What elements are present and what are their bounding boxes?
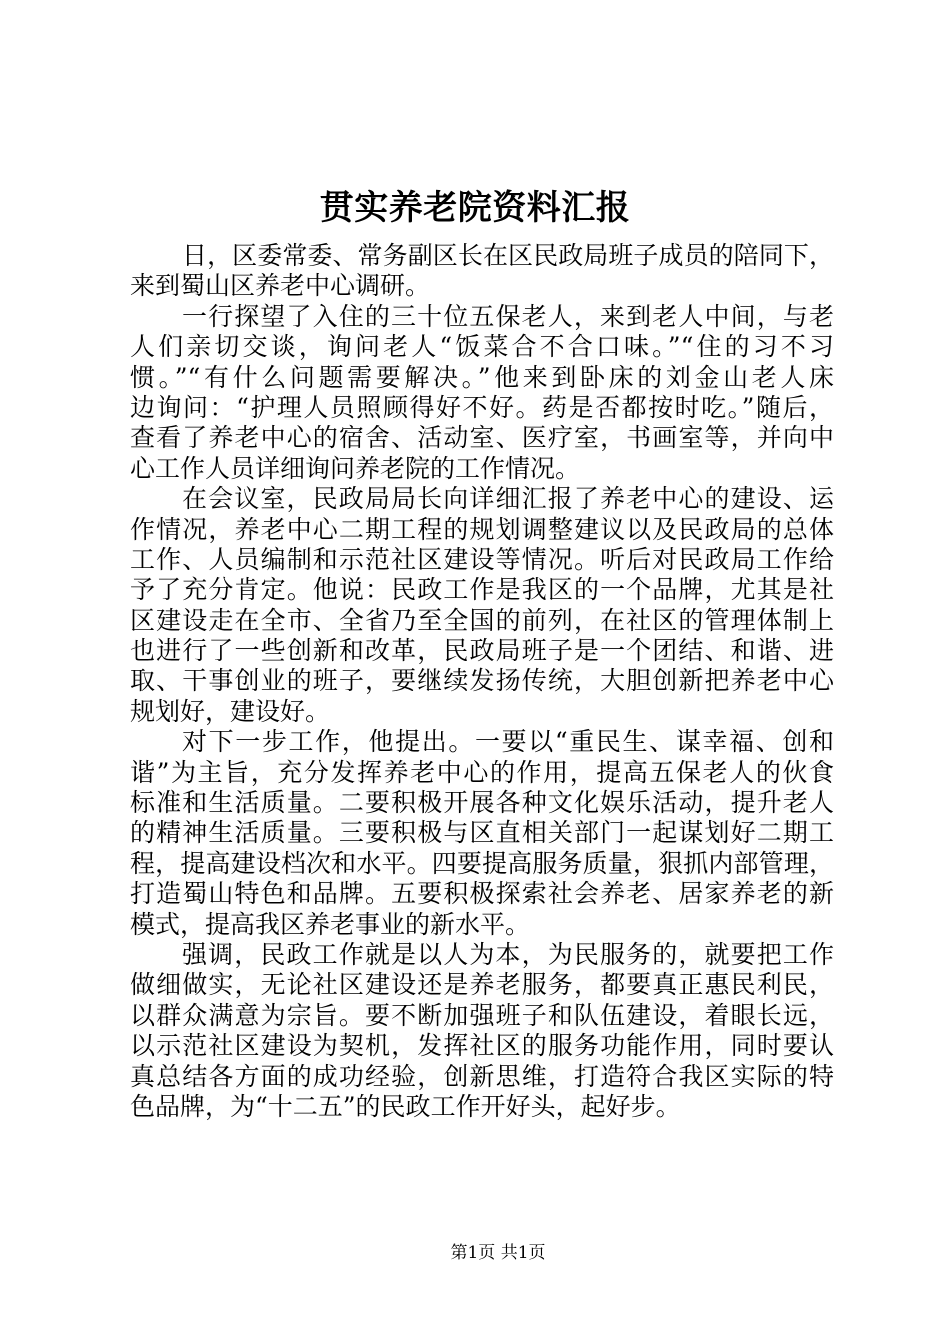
text-line: 人们亲切交谈，询问老人“饭菜合不合口味。”“住的习不习 [130, 332, 834, 362]
text-line: 查看了养老中心的宿舍、活动室、医疗室，书画室等，并向中 [130, 423, 834, 453]
text-line: 工作、人员编制和示范社区建设等情况。听后对民政局工作给 [130, 544, 834, 574]
text-line: 来到蜀山区养老中心调研。 [130, 271, 431, 301]
text-line: 模式，提高我区养老事业的新水平。 [130, 909, 531, 939]
text-line: 以群众满意为宗旨。要不断加强班子和队伍建设，着眼长远， [130, 1000, 834, 1030]
text-line: 也进行了一些创新和改革，民政局班子是一个团结、和谐、进 [130, 636, 834, 666]
text-line: 做细做实，无论社区建设还是养老服务，都要真正惠民利民， [130, 970, 834, 1000]
paragraph-5 [130, 940, 834, 1122]
text-line: 一行探望了入住的三十位五保老人，来到老人中间，与老 [182, 301, 834, 331]
text-line: 作情况，养老中心二期工程的规划调整建议以及民政局的总体 [130, 514, 834, 544]
text-line: 取、干事创业的班子，要继续发扬传统，大胆创新把养老中心 [130, 666, 834, 696]
text-line: 程，提高建设档次和水平。四要提高服务质量，狠抓内部管理， [130, 848, 834, 878]
text-line: 以示范社区建设为契机，发挥社区的服务功能作用，同时要认 [130, 1031, 834, 1061]
text-line: 标准和生活质量。二要积极开展各种文化娱乐活动，提升老人 [130, 788, 834, 818]
text-line: 在会议室，民政局局长向详细汇报了养老中心的建设、运 [182, 484, 834, 514]
text-line: 惯。”“有什么问题需要解决。”他来到卧床的刘金山老人床 [130, 362, 834, 392]
text-line: 予了充分肯定。他说：民政工作是我区的一个品牌，尤其是社 [130, 575, 834, 605]
paragraph-1 [130, 241, 834, 302]
text-line: 的精神生活质量。三要积极与区直相关部门一起谋划好二期工 [130, 818, 834, 848]
text-line: 心工作人员详细询问养老院的工作情况。 [130, 453, 581, 483]
text-line: 谐”为主旨，充分发挥养老中心的作用，提高五保老人的伙食 [130, 757, 834, 787]
text-line: 区建设走在全市、全省乃至全国的前列，在社区的管理体制上 [130, 605, 834, 635]
text-line: 规划好，建设好。 [130, 696, 331, 726]
document-title: 贯实养老院资料汇报 [319, 188, 631, 228]
paragraph-2 [130, 302, 834, 484]
document-body [130, 241, 834, 1122]
text-line: 真总结各方面的成功经验，创新思维，打造符合我区实际的特 [130, 1061, 834, 1091]
text-line: 色品牌，为“十二五”的民政工作开好头，起好步。 [130, 1091, 681, 1121]
paragraph-3 [130, 484, 834, 727]
text-line: 日，区委常委、常务副区长在区民政局班子成员的陪同下， [182, 241, 834, 270]
paragraph-4 [130, 727, 834, 940]
page-footer: 第1页 共1页 [450, 1243, 546, 1263]
text-line: 边询问：“护理人员照顾得好不好。药是否都按时吃。”随后， [130, 392, 834, 422]
text-line: 对下一步工作，他提出。一要以“重民生、谋幸福、创和 [182, 727, 834, 757]
text-line: 强调，民政工作就是以人为本，为民服务的，就要把工作 [182, 939, 834, 969]
text-line: 打造蜀山特色和品牌。五要积极探索社会养老、居家养老的新 [130, 879, 834, 909]
